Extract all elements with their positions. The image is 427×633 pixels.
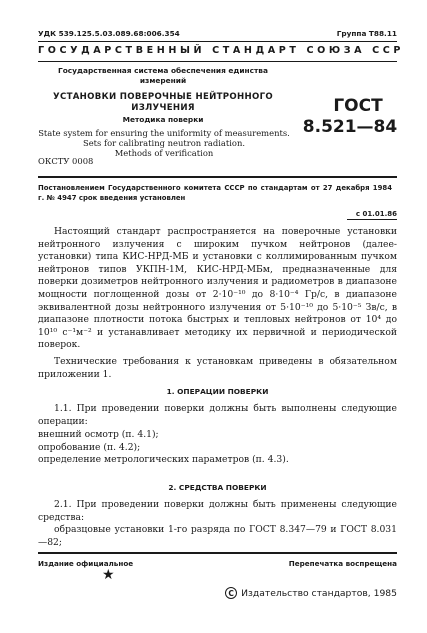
section-2-item: образцовые установки 1-го разряда по ГОСТ 8.347—79 и ГОСТ 8.031—82; bbox=[38, 524, 397, 548]
section-2-heading: 2. СРЕДСТВА ПОВЕРКИ bbox=[168, 483, 267, 492]
section-1-list bbox=[38, 429, 397, 467]
top-line bbox=[38, 29, 397, 41]
english-title-line1: State system for ensuring the uniformity of measurements. bbox=[38, 128, 290, 138]
list-item: опробование (п. 4.2); bbox=[38, 441, 141, 453]
group-code: Группа Т88.11 bbox=[336, 29, 397, 38]
footer-rule bbox=[38, 552, 397, 554]
main-title-line2: ИЗЛУЧЕНИЯ bbox=[131, 103, 195, 113]
english-title bbox=[30, 128, 298, 158]
gost-number: 8.521—84 bbox=[302, 117, 398, 137]
banner-rule bbox=[38, 61, 397, 62]
date-underline bbox=[347, 219, 397, 220]
title-block bbox=[38, 66, 288, 125]
copyright-line bbox=[225, 587, 397, 599]
intro-paragraph-2: Технические требования к установкам приведены в обязательном приложении 1. bbox=[38, 356, 397, 380]
list-item: внешний осмотр (п. 4.1); bbox=[38, 429, 159, 440]
top-rule bbox=[38, 41, 397, 42]
system-title-line1: Государственная система обеспечения единства bbox=[58, 66, 268, 75]
introduction-date: с 01.01.86 bbox=[355, 210, 397, 218]
intro-paragraph-1: Настоящий стандарт распространяется на поверочные установки нейтронного излучения с широким пучком нейтронов (далее- установки) типа КИС-НРД-МБ и установки с коллимированным пучком нейтронов типов УКПН-1М, КИС-НРД-МБм, предназначенные для поверки дозиметров нейтронного излучения и радиометров в диапазоне мощности поглощенной дозы от 2·10⁻¹⁰ до 8·10⁻⁴ Гр/с, в диапазоне эквивалентной дозы нейтронного излучения от 5·10⁻¹⁰ до 5·10⁻⁵ Зв/с, в диапазоне плотности потока быстрых и тепловых нейтронов от 10⁴ до 10¹⁰ с⁻¹м⁻² и устанавливает методику их первичной и периодической поверок. bbox=[38, 226, 397, 351]
udk-code: УДК 539.125.5.03.089.68:006.354 bbox=[38, 29, 180, 38]
english-title-line3: Methods of verification bbox=[114, 148, 214, 158]
reprint-forbidden-label: Перепечатка воспрещена bbox=[288, 559, 397, 568]
copyright-icon: С bbox=[225, 587, 237, 599]
section-2-paragraph: 2.1. При проведении поверки должны быть применены следующие средства: bbox=[38, 499, 397, 523]
section-rule bbox=[38, 176, 397, 178]
star-icon: ★ bbox=[102, 567, 115, 583]
english-title-line2: Sets for calibrating neutron radiation. bbox=[82, 138, 246, 148]
okstu-code: ОКСТУ 0008 bbox=[38, 156, 94, 166]
list-item: определение метрологических параметров (п. 4.3). bbox=[38, 454, 289, 466]
state-standard-banner: ГОСУДАРСТВЕННЫЙ СТАНДАРТ СОЮЗА ССР bbox=[38, 45, 405, 56]
decree-text: Постановлением Государственного комитета СССР по стандартам от 27 декабря 1984 г. № 4947 срок введения установлен bbox=[38, 184, 392, 202]
publisher-copyright: Издательство стандартов, 1985 bbox=[241, 587, 397, 599]
section-1-paragraph: 1.1. При проведении поверки должны быть выполнены следующие операции: bbox=[38, 403, 397, 427]
gost-label: ГОСТ bbox=[333, 96, 383, 116]
section-1-heading: 1. ОПЕРАЦИИ ПОВЕРКИ bbox=[166, 387, 269, 396]
subtitle: Методика поверки bbox=[122, 115, 204, 124]
main-title-line1: УСТАНОВКИ ПОВЕРОЧНЫЕ НЕЙТРОННОГО bbox=[53, 92, 273, 102]
system-title-line2: измерений bbox=[139, 76, 187, 85]
official-edition-label: Издание официальное bbox=[38, 559, 134, 568]
